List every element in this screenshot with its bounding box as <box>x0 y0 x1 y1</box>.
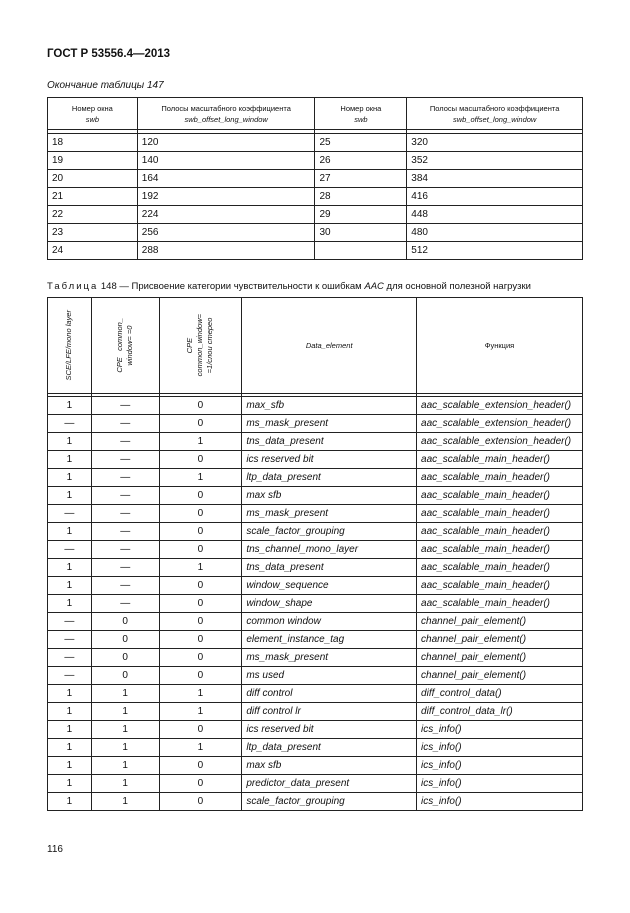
table-row <box>48 505 583 523</box>
function-cell: diff_control_data_lr() <box>417 703 583 721</box>
flag-cell: — <box>91 577 159 595</box>
flag-cell: 0 <box>159 757 242 775</box>
caption-tail: для основной полезной нагрузки <box>383 281 531 292</box>
flag-cell: — <box>48 415 92 433</box>
flag-cell: 0 <box>159 595 242 613</box>
table-header-row <box>48 298 583 394</box>
flag-cell: — <box>91 595 159 613</box>
table-row <box>48 415 583 433</box>
table-row <box>48 595 583 613</box>
flag-cell: 1 <box>48 559 92 577</box>
table-cell: 320 <box>407 134 583 152</box>
table-cell: 256 <box>137 224 315 242</box>
flag-cell: 1 <box>159 703 242 721</box>
function-cell: aac_scalable_main_header() <box>417 595 583 613</box>
table-row <box>48 757 583 775</box>
table-row <box>48 685 583 703</box>
data-element-cell: window_shape <box>242 595 417 613</box>
table-row <box>48 559 583 577</box>
flag-cell: 0 <box>91 667 159 685</box>
table-row <box>48 487 583 505</box>
flag-cell: — <box>91 541 159 559</box>
flag-cell: 1 <box>159 739 242 757</box>
table-row <box>48 541 583 559</box>
table-row <box>48 397 583 415</box>
table-row <box>48 206 583 224</box>
function-cell: diff_control_data() <box>417 685 583 703</box>
flag-cell: — <box>48 667 92 685</box>
table-cell: 120 <box>137 134 315 152</box>
flag-cell: — <box>91 451 159 469</box>
caption-aac: AAC <box>364 281 384 292</box>
data-element-cell: window_sequence <box>242 577 417 595</box>
flag-cell: 1 <box>48 577 92 595</box>
function-cell: ics_info() <box>417 775 583 793</box>
flag-cell: 1 <box>91 775 159 793</box>
col-header-window-number <box>315 98 407 130</box>
flag-cell: 1 <box>91 703 159 721</box>
table-cell: 22 <box>48 206 138 224</box>
table-cell: 21 <box>48 188 138 206</box>
table-row <box>48 649 583 667</box>
flag-cell: — <box>91 469 159 487</box>
table-cell: 26 <box>315 152 407 170</box>
table-row <box>48 739 583 757</box>
table-cell: 28 <box>315 188 407 206</box>
table-cell: 24 <box>48 242 138 260</box>
flag-cell: 1 <box>48 397 92 415</box>
table-row <box>48 667 583 685</box>
data-element-cell: element_instance_tag <box>242 631 417 649</box>
flag-cell: 1 <box>48 685 92 703</box>
flag-cell: — <box>91 397 159 415</box>
flag-cell: 0 <box>159 667 242 685</box>
flag-cell: 0 <box>159 793 242 811</box>
document-id: ГОСТ Р 53556.4—2013 <box>47 48 171 60</box>
function-cell: aac_scalable_main_header() <box>417 451 583 469</box>
flag-cell: 0 <box>159 613 242 631</box>
table-row <box>48 152 583 170</box>
data-element-cell: tns_data_present <box>242 559 417 577</box>
table-row <box>48 170 583 188</box>
table-cell: 20 <box>48 170 138 188</box>
col-header-window-number <box>48 98 138 130</box>
flag-cell: 1 <box>159 433 242 451</box>
data-element-cell: diff control lr <box>242 703 417 721</box>
flag-cell: — <box>91 433 159 451</box>
flag-cell: 1 <box>159 469 242 487</box>
function-cell: aac_scalable_extension_header() <box>417 433 583 451</box>
flag-cell: — <box>91 559 159 577</box>
flag-cell: 1 <box>48 451 92 469</box>
function-cell: aac_scalable_extension_header() <box>417 415 583 433</box>
data-element-cell: max sfb <box>242 757 417 775</box>
flag-cell: — <box>91 505 159 523</box>
col-header-scale-bands <box>137 98 315 130</box>
table-row <box>48 134 583 152</box>
table-cell: 192 <box>137 188 315 206</box>
table-row <box>48 631 583 649</box>
caption-text: 148 — Присвоение категории чувствительности к ошибкам <box>98 281 365 292</box>
data-element-cell: ics reserved bit <box>242 451 417 469</box>
table-cell: 512 <box>407 242 583 260</box>
col-header-cpe-window-1 <box>159 298 242 394</box>
flag-cell: 1 <box>48 487 92 505</box>
flag-cell: 1 <box>48 739 92 757</box>
flag-cell: 0 <box>159 397 242 415</box>
col-header-scale-bands <box>407 98 583 130</box>
flag-cell: 0 <box>159 577 242 595</box>
flag-cell: 1 <box>48 703 92 721</box>
function-cell: aac_scalable_main_header() <box>417 523 583 541</box>
flag-cell: 1 <box>48 775 92 793</box>
table-cell: 164 <box>137 170 315 188</box>
flag-cell: 0 <box>159 487 242 505</box>
header-text: CPE common_ window= =0 <box>115 318 135 373</box>
function-cell: aac_scalable_main_header() <box>417 469 583 487</box>
function-cell: aac_scalable_main_header() <box>417 505 583 523</box>
flag-cell: 0 <box>159 523 242 541</box>
flag-cell: 1 <box>91 793 159 811</box>
function-cell: aac_scalable_extension_header() <box>417 397 583 415</box>
data-element-cell: ms_mask_present <box>242 505 417 523</box>
function-cell: aac_scalable_main_header() <box>417 541 583 559</box>
table-cell: 18 <box>48 134 138 152</box>
table-row <box>48 224 583 242</box>
header-text: SCE/LFE/mono layer <box>64 310 74 381</box>
table-row <box>48 433 583 451</box>
table-148-caption <box>47 281 531 292</box>
data-element-cell: common window <box>242 613 417 631</box>
data-element-cell: predictor_data_present <box>242 775 417 793</box>
flag-cell: 1 <box>91 685 159 703</box>
data-element-cell: max sfb <box>242 487 417 505</box>
flag-cell: — <box>91 523 159 541</box>
table-row <box>48 613 583 631</box>
flag-cell: 1 <box>48 595 92 613</box>
table-row <box>48 469 583 487</box>
table-row <box>48 721 583 739</box>
table-cell: 140 <box>137 152 315 170</box>
table-cell: 19 <box>48 152 138 170</box>
header-text: Номер окна <box>340 103 382 113</box>
flag-cell: 1 <box>48 793 92 811</box>
function-cell: ics_info() <box>417 793 583 811</box>
flag-cell: 0 <box>91 613 159 631</box>
col-header-data-element: Data_element <box>242 298 417 394</box>
flag-cell: — <box>48 505 92 523</box>
function-cell: ics_info() <box>417 721 583 739</box>
table-row <box>48 188 583 206</box>
flag-cell: 1 <box>48 757 92 775</box>
flag-cell: 0 <box>159 649 242 667</box>
data-element-cell: tns_channel_mono_layer <box>242 541 417 559</box>
data-element-cell: ms_mask_present <box>242 415 417 433</box>
data-element-cell: tns_data_present <box>242 433 417 451</box>
table-row <box>48 703 583 721</box>
data-element-cell: scale_factor_grouping <box>242 793 417 811</box>
flag-cell: 0 <box>91 649 159 667</box>
flag-cell: 1 <box>48 433 92 451</box>
table-cell: 27 <box>315 170 407 188</box>
col-header-cpe-window-0 <box>91 298 159 394</box>
table-cell: 288 <box>137 242 315 260</box>
header-text: CPE common_window= =1/слои стерео <box>185 314 215 377</box>
function-cell: aac_scalable_main_header() <box>417 577 583 595</box>
flag-cell: 0 <box>159 631 242 649</box>
data-element-cell: ics reserved bit <box>242 721 417 739</box>
table-header-row <box>48 98 583 130</box>
flag-cell: 0 <box>159 541 242 559</box>
table-cell: 480 <box>407 224 583 242</box>
data-element-cell: ltp_data_present <box>242 469 417 487</box>
table-cell: 448 <box>407 206 583 224</box>
function-cell: channel_pair_element() <box>417 667 583 685</box>
page-number: 116 <box>47 844 63 855</box>
table-cell: 416 <box>407 188 583 206</box>
table-cell <box>315 242 407 260</box>
table-cell: 23 <box>48 224 138 242</box>
flag-cell: 1 <box>91 721 159 739</box>
table-cell: 25 <box>315 134 407 152</box>
caption-label: Таблица <box>47 281 99 292</box>
table-cell: 29 <box>315 206 407 224</box>
flag-cell: 1 <box>48 523 92 541</box>
function-cell: ics_info() <box>417 739 583 757</box>
header-text: Полосы масштабного коэффициента <box>429 103 560 113</box>
flag-cell: 0 <box>159 775 242 793</box>
flag-cell: 1 <box>48 469 92 487</box>
data-element-cell: ltp_data_present <box>242 739 417 757</box>
table-148 <box>47 297 583 811</box>
function-cell: ics_info() <box>417 757 583 775</box>
table-row <box>48 523 583 541</box>
flag-cell: 0 <box>159 415 242 433</box>
flag-cell: 0 <box>91 631 159 649</box>
flag-cell: 0 <box>159 721 242 739</box>
flag-cell: 1 <box>91 739 159 757</box>
header-subtext: swb <box>354 114 368 124</box>
data-element-cell: ms used <box>242 667 417 685</box>
table-row <box>48 451 583 469</box>
function-cell: aac_scalable_main_header() <box>417 559 583 577</box>
flag-cell: — <box>48 613 92 631</box>
flag-cell: 1 <box>91 757 159 775</box>
flag-cell: — <box>48 649 92 667</box>
flag-cell: 0 <box>159 451 242 469</box>
header-subtext: swb_offset_long_window <box>452 114 537 124</box>
flag-cell: 0 <box>159 505 242 523</box>
table-row <box>48 577 583 595</box>
flag-cell: 1 <box>159 559 242 577</box>
table-row <box>48 775 583 793</box>
header-text: Полосы масштабного коэффициента <box>161 103 291 113</box>
col-header-mono-layer <box>48 298 92 394</box>
flag-cell: — <box>48 541 92 559</box>
function-cell: channel_pair_element() <box>417 613 583 631</box>
flag-cell: — <box>91 415 159 433</box>
table-cell: 30 <box>315 224 407 242</box>
data-element-cell: diff control <box>242 685 417 703</box>
table-147 <box>47 97 583 260</box>
function-cell: aac_scalable_main_header() <box>417 487 583 505</box>
table-row <box>48 793 583 811</box>
table-cell: 224 <box>137 206 315 224</box>
header-text: Номер окна <box>71 103 113 113</box>
table-row <box>48 242 583 260</box>
function-cell: channel_pair_element() <box>417 631 583 649</box>
col-header-function: Функция <box>417 298 583 394</box>
flag-cell: — <box>48 631 92 649</box>
function-cell: channel_pair_element() <box>417 649 583 667</box>
data-element-cell: scale_factor_grouping <box>242 523 417 541</box>
flag-cell: 1 <box>48 721 92 739</box>
flag-cell: — <box>91 487 159 505</box>
table-cell: 352 <box>407 152 583 170</box>
table-cell: 384 <box>407 170 583 188</box>
data-element-cell: max_sfb <box>242 397 417 415</box>
flag-cell: 1 <box>159 685 242 703</box>
table-147-caption: Окончание таблицы 147 <box>47 80 164 91</box>
header-subtext: swb_offset_long_window <box>184 114 268 124</box>
header-subtext: swb <box>85 114 100 124</box>
data-element-cell: ms_mask_present <box>242 649 417 667</box>
